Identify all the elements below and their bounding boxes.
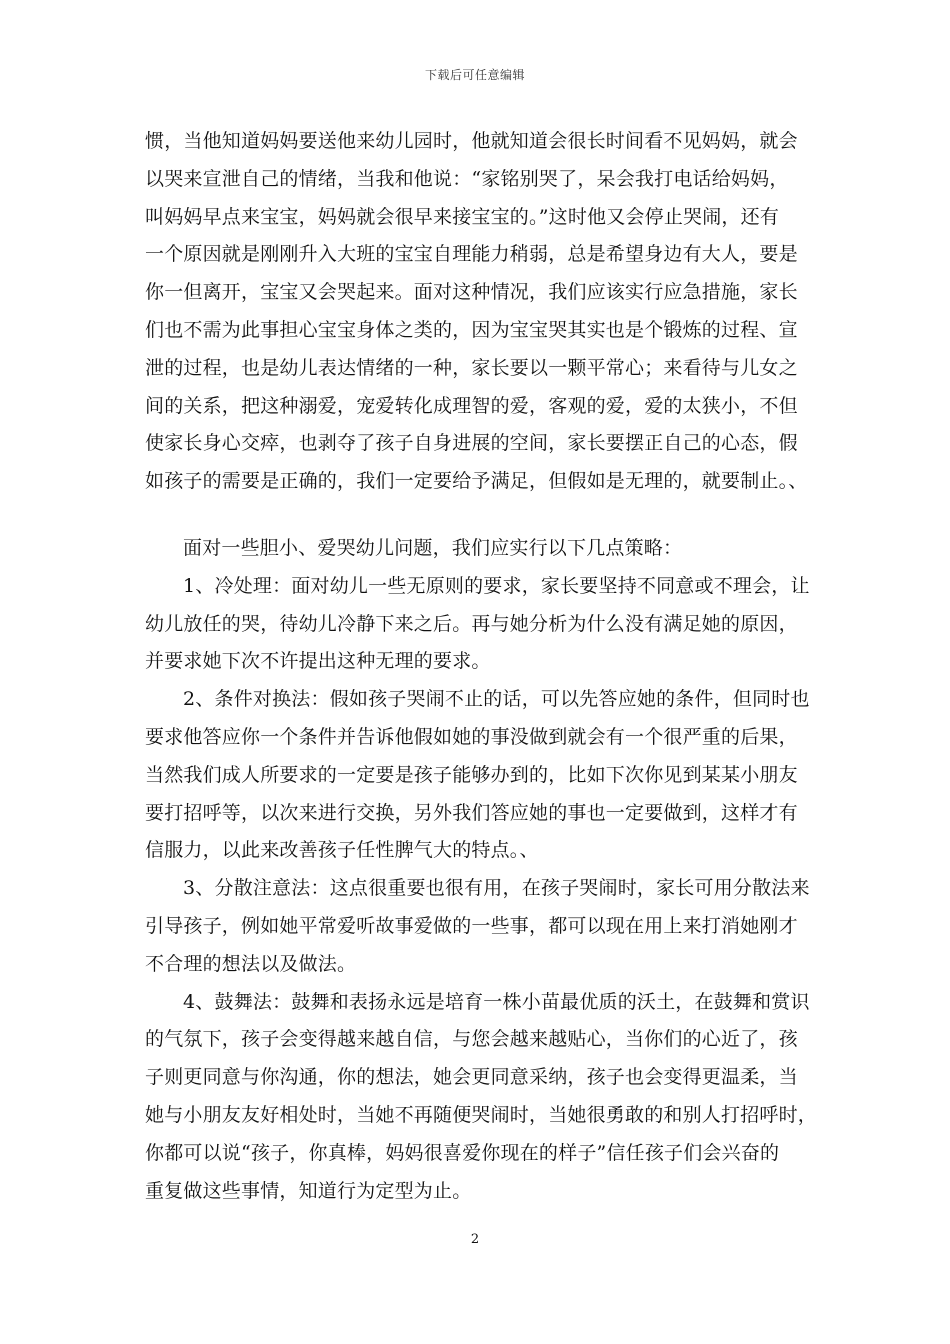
page-header: 下载后可任意编辑	[424, 68, 525, 82]
text-line: 重复做这些事情，知道行为定型为止。	[145, 1179, 472, 1202]
strategy-cold-treatment	[145, 571, 825, 677]
strategy-distraction	[145, 873, 825, 979]
text-line: 使家长身心交瘁，也剥夺了孩子自身进展的空间，家长要摆正自己的心态，假	[145, 432, 798, 455]
text-line: 并要求她下次不许提出这种无理的要求。	[145, 650, 491, 673]
text-line: 间的关系，把这种溺爱，宠爱转化成理智的爱，客观的爱，爱的太狭小，不但	[145, 394, 798, 417]
text-line: 不合理的想法以及做法。	[145, 952, 357, 975]
strategy-condition-exchange	[145, 684, 825, 865]
text-line: 一个原因就是刚刚升入大班的宝宝自理能力稍弱，总是希望身边有大人，要是	[145, 243, 798, 266]
text-line: 幼儿放任的哭，待幼儿冷静下来之后。再与她分析为什么没有满足她的原因，	[145, 612, 798, 635]
text-line: 她与小朋友友好相处时，当她不再随便哭闹时，当她很勇敢的和别人打招呼时，	[145, 1103, 818, 1126]
strategies-intro: 面对一些胆小、爱哭幼儿问题，我们应实行以下几点策略：	[183, 536, 683, 559]
text-line: 的气氛下，孩子会变得越来越自信，与您会越来越贴心，当你们的心近了，孩	[145, 1028, 798, 1051]
text-line: 当然我们成人所要求的一定要是孩子能够办到的，比如下次你见到某某小朋友	[145, 763, 798, 786]
text-line: 3、分散注意法：这点很重要也很有用，在孩子哭闹时，家长可用分散法来	[183, 877, 810, 900]
paragraph-continuation	[145, 126, 825, 496]
document-body	[145, 126, 825, 1213]
text-line: 以哭来宣泄自己的情绪，当我和他说：“家铭别哭了，呆会我打电话给妈妈，	[145, 167, 789, 190]
text-line: 们也不需为此事担心宝宝身体之类的，因为宝宝哭其实也是个锻炼的过程、宣	[145, 318, 798, 341]
text-line: 2、条件对换法：假如孩子哭闹不止的话，可以先答应她的条件，但同时也	[183, 688, 810, 711]
text-line: 要打招呼等，以次来进行交换，另外我们答应她的事也一定要做到，这样才有	[145, 801, 798, 824]
text-line: 信服力，以此来改善孩子任性脾气大的特点。、	[145, 839, 539, 862]
text-line: 你一但离开，宝宝又会哭起来。面对这种情况，我们应该实行应急措施，家长	[145, 281, 798, 304]
text-line: 1、冷处理：面对幼儿一些无原则的要求，家长要坚持不同意或不理会，让	[183, 574, 810, 597]
text-line: 4、鼓舞法：鼓舞和表扬永远是培育一株小苗最优质的沃土，在鼓舞和赏识	[183, 990, 810, 1013]
text-line: 如孩子的需要是正确的，我们一定要给予满足，但假如是无理的，就要制止。、	[145, 470, 808, 493]
text-line: 你都可以说“孩子，你真棒，妈妈很喜爱你现在的样子”信任孩子们会兴奋的	[145, 1141, 780, 1164]
text-line: 泄的过程，也是幼儿表达情绪的一种，家长要以一颗平常心；来看待与儿女之	[145, 356, 798, 379]
page-number: 2	[470, 1232, 480, 1247]
paragraph-spacer	[145, 504, 825, 533]
text-line: 叫妈妈早点来宝宝，妈妈就会很早来接宝宝的。”这时他又会停止哭闹，还有	[145, 205, 780, 228]
text-line: 子则更同意与你沟通，你的想法，她会更同意采纳，孩子也会变得更温柔，当	[145, 1066, 798, 1089]
text-line: 惯，当他知道妈妈要送他来幼儿园时，他就知道会很长时间看不见妈妈，就会	[145, 130, 798, 152]
text-line: 要求他答应你一个条件并告诉他假如她的事没做到就会有一个很严重的后果，	[145, 725, 798, 748]
text-line: 引导孩子，例如她平常爱听故事爱做的一些事，都可以现在用上来打消她刚才	[145, 914, 798, 937]
strategy-encouragement	[145, 987, 825, 1206]
